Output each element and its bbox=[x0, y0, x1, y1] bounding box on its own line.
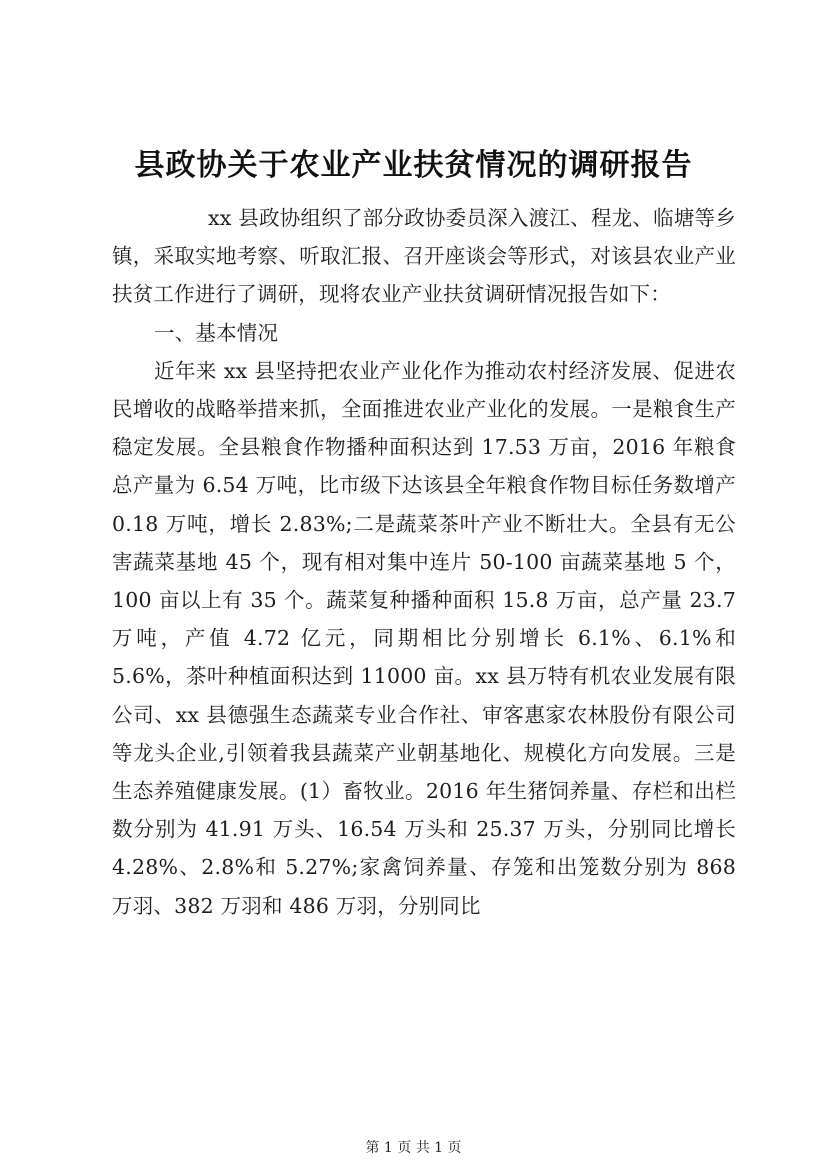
body-paragraph: 近年来 xx 县坚持把农业产业化作为推动农村经济发展、促进农民增收的战略举措来抓，全面推进农业产业化的发展。一是粮食生产稳定发展。全县粮食作物播种面积达到 17.53 万亩，2016 年粮食总产量为 6.54 万吨，比市级下达该县全年粮食作物目标任务数增产 0.18 万吨，增长 2.83%;二是蔬菜茶叶产业不断壮大。全县有无公害蔬菜基地 45 个，现有相对集中连片 50-100 亩蔬菜基地 5 个，100 亩以上有 35 个。蔬菜复种播种面积 15.8 万亩，总产量 23.7 万吨，产值 4.72 亿元，同期相比分别增长 6.1%、6.1%和 5.6%，茶叶种植面积达到 11000 亩。xx 县万特有机农业发展有限公司、xx 县德强生态蔬菜专业合作社、审客惠家农林股份有限公司等龙头企业,引领着我县蔬菜产业朝基地化、规模化方向发展。三是生态养殖健康发展。(1）畜牧业。2016 年生猪饲养量、存栏和出栏数分别为 41.91 万头、16.54 万头和 25.37 万头，分别同比增长 4.28%、2.8%和 5.27%;家禽饲养量、存笼和出笼数分别为 868 万羽、382 万羽和 486 万羽，分别同比 bbox=[112, 358, 736, 918]
document-body bbox=[112, 199, 736, 925]
section-heading: 一、基本情况 bbox=[154, 320, 279, 345]
document-title: 县政协关于农业产业扶贫情况的调研报告 bbox=[134, 148, 693, 183]
page-footer: 第 1 页 共 1 页 bbox=[365, 1140, 462, 1156]
intro-paragraph: xx 县政协组织了部分政协委员深入渡江、程龙、临塘等乡镇，采取实地考察、听取汇报、召开座谈会等形式，对该县农业产业扶贫工作进行了调研，现将农业产业扶贫调研情况报告如下： bbox=[112, 206, 736, 307]
